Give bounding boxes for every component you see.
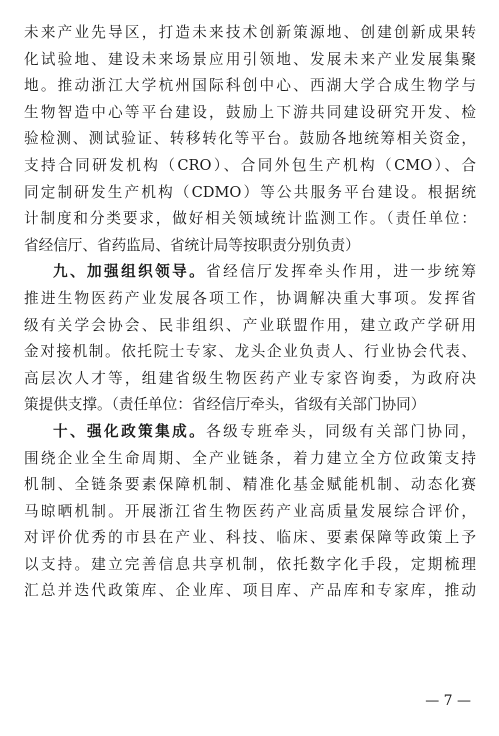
text-line: 汇总并迭代政策库、企业库、项目库、产品库和专家库，推动: [24, 582, 476, 600]
text-line: 计制度和分类要求，做好相关领域统计监测工作。（责任单位：: [24, 210, 476, 228]
text-line: 高层次人才等，组建省级生物医药产业专家咨询委，为政府决: [24, 369, 476, 387]
section-10-first-text: 各级专班牵头，同级有关部门协同，: [206, 422, 476, 440]
text-line: 策提供支撑。（责任单位：省经信厅牵头，省级有关部门协同）: [24, 396, 426, 414]
text-line: 验检测、测试验证、转移转化等平台。鼓励各地统筹相关资金，: [24, 130, 476, 148]
section-10-first-line: [24, 419, 476, 446]
text-line: 支持合同研发机构（CRO）、合同外包生产机构（CMO）、合: [24, 156, 476, 174]
section-9: [24, 259, 476, 419]
page-number: — 7 —: [425, 693, 471, 709]
section-10: [24, 419, 476, 605]
section-9-first-line: [24, 259, 476, 286]
text-line: 推进生物医药产业发展各项工作，协调解决重大事项。发挥省: [24, 289, 476, 307]
text-line: 地。推动浙江大学杭州国际科创中心、西湖大学合成生物学与: [24, 77, 476, 95]
document-page: [24, 20, 476, 605]
section-10-heading: 十、强化政策集成。: [53, 422, 207, 440]
text-line: 围绕企业全生命周期、全产业链条，着力建立全方位政策支持: [24, 449, 476, 467]
text-line: 未来产业先导区，打造未来技术创新策源地、创建创新成果转: [24, 24, 476, 41]
text-line: 马晾晒机制。开展浙江省生物医药产业高质量发展综合评价，: [24, 502, 476, 520]
text-line: 以支持。建立完善信息共享机制，依托数字化手段，定期梳理: [24, 555, 476, 573]
text-line: 机制、全链条要素保障机制、精准化基金赋能机制、动态化赛: [24, 476, 476, 494]
text-line: 生物智造中心等平台建设，鼓励上下游共同建设研究开发、检: [24, 103, 476, 121]
text-line: 级有关学会协会、民非组织、产业联盟作用，建立政产学研用: [24, 316, 476, 334]
text-line: 对评价优秀的市县在产业、科技、临床、要素保障等政策上予: [24, 529, 476, 547]
text-line: 化试验地、建设未来场景应用引领地、发展未来产业发展集聚: [24, 50, 476, 68]
section-9-heading: 九、加强组织领导。: [53, 263, 207, 281]
text-line: 金对接机制。依托院士专家、龙头企业负责人、行业协会代表、: [24, 343, 476, 361]
paragraph-1: [24, 20, 476, 259]
text-line: 同定制研发生产机构（CDMO）等公共服务平台建设。根据统: [24, 183, 476, 201]
section-9-first-text: 省经信厅发挥牵头作用，进一步统筹: [206, 263, 476, 281]
text-line: 省经信厅、省药监局、省统计局等按职责分别负责）: [24, 236, 360, 254]
